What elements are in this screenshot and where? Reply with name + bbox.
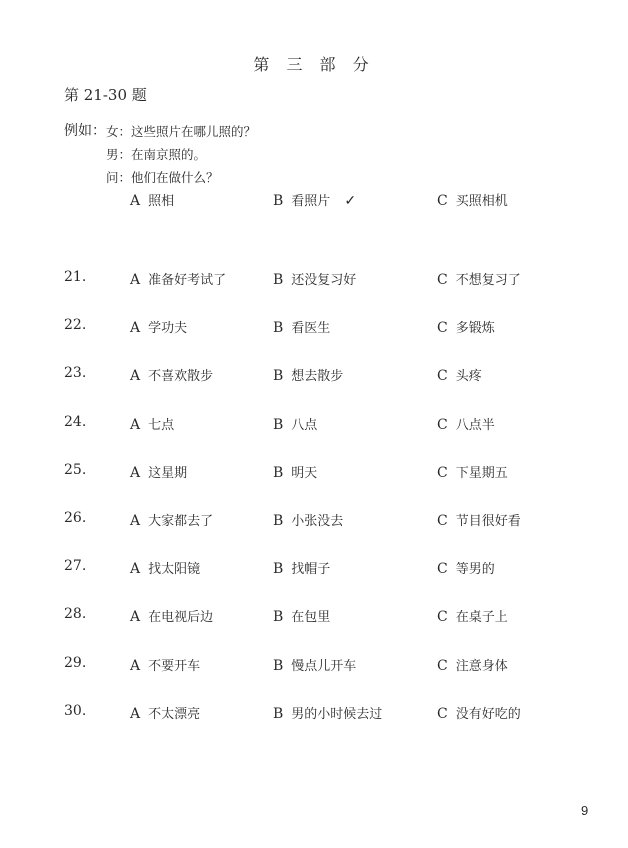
example-line-3: 问：他们在做什么？: [106, 170, 219, 185]
option-text: 想去散步: [291, 369, 344, 384]
answer-option-a: [130, 317, 187, 336]
option-letter: C: [437, 368, 448, 384]
question-row: [0, 414, 628, 436]
option-text: 注意身体: [455, 659, 508, 674]
option-letter: B: [273, 320, 284, 336]
option-text: 明天: [291, 466, 318, 481]
option-letter: A: [130, 368, 141, 384]
answer-option-c: [437, 462, 508, 481]
example-option-c: [437, 190, 508, 209]
option-text: 这星期: [148, 466, 188, 481]
example-options: [0, 190, 628, 212]
option-text: 没有好吃的: [455, 707, 521, 722]
option-letter: A: [130, 706, 141, 722]
answer-option-b: [273, 462, 317, 481]
option-letter: A: [130, 658, 141, 674]
option-letter: B: [273, 368, 284, 384]
option-letter: A: [130, 561, 141, 577]
answer-option-b: [273, 414, 317, 433]
option-text: 大家都去了: [148, 514, 214, 529]
option-text: 买照相机: [455, 194, 508, 209]
answer-option-a: [130, 414, 174, 433]
question-number: 25.: [64, 462, 87, 478]
answer-option-c: [437, 365, 482, 384]
option-text: 在包里: [291, 610, 331, 625]
option-letter: C: [437, 706, 448, 722]
option-text: 在桌子上: [455, 610, 508, 625]
example-line-2: 男：在南京照的。: [106, 147, 207, 162]
option-letter: C: [437, 272, 448, 288]
option-text: 男的小时候去过: [291, 707, 383, 722]
option-letter: A: [130, 193, 141, 209]
option-text: 不要开车: [148, 659, 201, 674]
option-letter: A: [130, 465, 141, 481]
option-letter: C: [437, 320, 448, 336]
question-number: 23.: [64, 365, 87, 381]
answer-option-c: [437, 510, 521, 529]
option-letter: B: [273, 609, 284, 625]
option-letter: C: [437, 465, 448, 481]
answer-option-b: [273, 365, 343, 384]
option-letter: C: [437, 193, 448, 209]
option-text: 等男的: [455, 562, 495, 577]
question-number: 29.: [64, 655, 87, 671]
option-letter: A: [130, 417, 141, 433]
option-text: 学功夫: [148, 321, 188, 336]
option-letter: B: [273, 706, 284, 722]
example-option-b: [273, 190, 356, 209]
answer-option-a: [130, 365, 213, 384]
option-letter: C: [437, 417, 448, 433]
example-option-a: [130, 190, 174, 209]
example-line-1: 女：这些照片在哪儿照的？: [106, 124, 257, 139]
option-text: 八点半: [455, 418, 495, 433]
answer-option-c: [437, 414, 495, 433]
answer-option-a: [130, 606, 213, 625]
answer-option-c: [437, 317, 495, 336]
question-number: 24.: [64, 414, 87, 430]
option-text: 准备好考试了: [148, 273, 227, 288]
answer-option-a: [130, 558, 200, 577]
option-letter: C: [437, 658, 448, 674]
answer-option-c: [437, 606, 508, 625]
option-text: 慢点儿开车: [291, 659, 357, 674]
option-text: 八点: [291, 418, 318, 433]
option-letter: B: [273, 658, 284, 674]
option-text: 看医生: [291, 321, 331, 336]
option-text: 找太阳镜: [148, 562, 201, 577]
option-text: 下星期五: [455, 466, 508, 481]
option-text: 不想复习了: [455, 273, 521, 288]
question-row: [0, 510, 628, 532]
option-letter: B: [273, 561, 284, 577]
question-row: [0, 462, 628, 484]
option-letter: B: [273, 417, 284, 433]
section-title: 第 三 部 分: [253, 55, 375, 74]
option-text: 多锻炼: [455, 321, 495, 336]
question-number: 26.: [64, 510, 87, 526]
answer-option-b: [273, 655, 356, 674]
option-text: 头疼: [455, 369, 482, 384]
answer-option-c: [437, 558, 495, 577]
answer-option-c: [437, 269, 521, 288]
question-row: [0, 365, 628, 387]
option-letter: B: [273, 193, 284, 209]
question-number: 22.: [64, 317, 87, 333]
answer-option-a: [130, 462, 187, 481]
question-number: 27.: [64, 558, 87, 574]
option-letter: C: [437, 513, 448, 529]
answer-option-a: [130, 655, 200, 674]
question-row: [0, 703, 628, 725]
option-text: 七点: [148, 418, 175, 433]
option-letter: B: [273, 465, 284, 481]
question-row: [0, 655, 628, 677]
question-row: [0, 606, 628, 628]
option-letter: B: [273, 272, 284, 288]
example-lead: 例如：: [64, 123, 106, 139]
question-range: 第 21-30 题: [64, 86, 147, 104]
option-text: 小张没去: [291, 514, 344, 529]
answer-option-b: [273, 317, 330, 336]
option-text: 找帽子: [291, 562, 331, 577]
option-text: 节目很好看: [455, 514, 521, 529]
answer-option-b: [273, 558, 330, 577]
option-letter: A: [130, 609, 141, 625]
question-row: [0, 269, 628, 291]
answer-option-b: [273, 703, 382, 722]
option-text: 还没复习好: [291, 273, 357, 288]
answer-option-a: [130, 703, 200, 722]
option-text: 不喜欢散步: [148, 369, 214, 384]
question-row: [0, 558, 628, 580]
check-mark-icon: ✓: [344, 193, 357, 209]
option-letter: C: [437, 561, 448, 577]
question-number: 30.: [64, 703, 87, 719]
option-letter: C: [437, 609, 448, 625]
option-letter: A: [130, 320, 141, 336]
answer-option-c: [437, 655, 508, 674]
question-row: [0, 317, 628, 339]
answer-option-a: [130, 510, 213, 529]
option-text: 不太漂亮: [148, 707, 201, 722]
option-text: 看照片: [291, 194, 331, 209]
option-letter: B: [273, 513, 284, 529]
option-letter: A: [130, 513, 141, 529]
answer-option-b: [273, 606, 330, 625]
answer-option-b: [273, 269, 356, 288]
answer-option-c: [437, 703, 521, 722]
option-text: 在电视后边: [148, 610, 214, 625]
question-number: 28.: [64, 606, 87, 622]
page-number: 9: [581, 803, 589, 818]
answer-option-a: [130, 269, 226, 288]
question-number: 21.: [64, 269, 87, 285]
option-text: 照相: [148, 194, 175, 209]
option-letter: A: [130, 272, 141, 288]
answer-option-b: [273, 510, 343, 529]
